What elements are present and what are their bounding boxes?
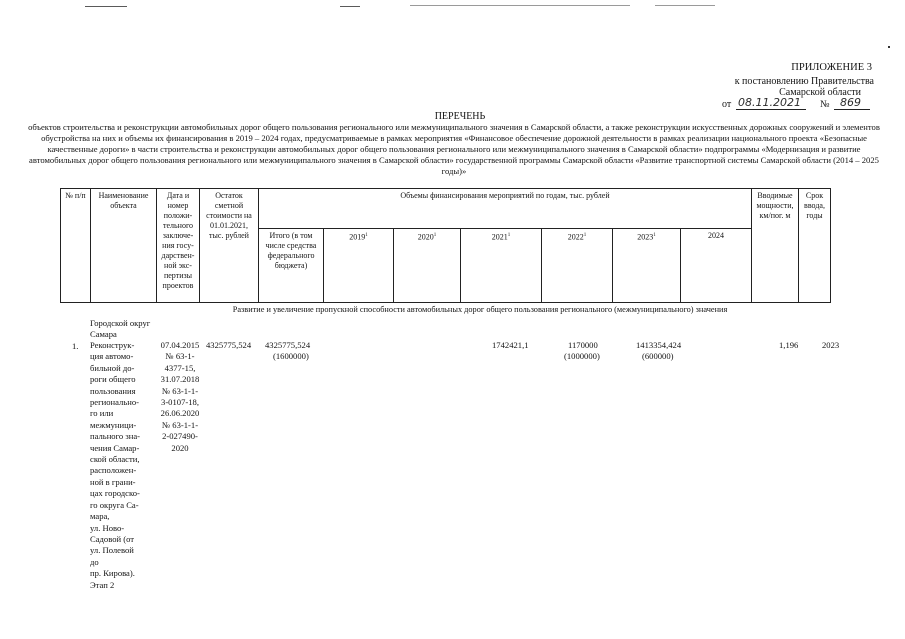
object-name-line: пользования xyxy=(90,385,136,396)
object-name-line: ной в грани- xyxy=(90,476,136,487)
expertise-line: 2-027490- xyxy=(162,431,198,442)
header-remaining-cost: Остаток сметной стоимости на 01.01.2021, тыс. рублей xyxy=(200,189,259,303)
header-year-2020: 2020$^1$ xyxy=(394,229,461,303)
scan-edge-line xyxy=(85,6,127,7)
remaining-cost-value: 4325775,524 xyxy=(206,340,252,350)
appendix-line-2: Самарской области xyxy=(779,87,861,98)
expertise-cell xyxy=(158,340,202,454)
object-name-line: регионально- xyxy=(90,397,139,408)
year-2023-value: 1413354,424 xyxy=(636,340,682,350)
object-name-line: ской области, xyxy=(90,454,140,465)
header-num: № п/п xyxy=(61,189,91,303)
year-2022-value: 1170000 xyxy=(568,340,598,350)
expertise-line: № 63-1-1- xyxy=(161,385,199,396)
scan-speck xyxy=(888,46,890,48)
header-year-2021: 2021$^1$ xyxy=(461,229,542,303)
object-name-line: чения Самар- xyxy=(90,442,140,453)
header-financing-group: Объемы финансирования мероприятий по годам, тыс. рублей xyxy=(259,189,752,229)
object-name-line: ул. Полевой xyxy=(90,545,134,556)
year-2022-federal-value: (1000000) xyxy=(564,351,600,361)
date-underline xyxy=(736,109,806,110)
object-name-line: пр. Кирова). xyxy=(90,568,135,579)
header-year-2019: 2019$^1$ xyxy=(324,229,394,303)
object-name-line: роги общего xyxy=(90,374,136,385)
section-title: Развитие и увеличение пропускной способности автомобильных дорог общего пользования регионального (межмуниципального) значения xyxy=(232,305,728,314)
header-year-2022: 2022$^1$ xyxy=(542,229,613,303)
object-name-line: до xyxy=(90,556,99,567)
object-name-line: Садовой (от xyxy=(90,533,135,544)
district-label: Городской округ Самара xyxy=(90,318,151,340)
header-year-2023: 2023$^1$ xyxy=(613,229,681,303)
scan-edge-line xyxy=(340,6,360,7)
resolution-number: 869 xyxy=(840,96,861,109)
header-total: Итого (в том числе средства федерального бюджета) xyxy=(259,229,324,303)
term-value: 2023 xyxy=(822,340,840,350)
header-expertise: Дата и номер положи-тельного заключе-ния госу-дарствен-ной экс-пертизы проектов xyxy=(157,189,200,303)
appendix-title: ПРИЛОЖЕНИЕ 3 xyxy=(791,62,872,73)
expertise-line: 31.07.2018 xyxy=(160,374,200,385)
appendix-line-1: к постановлению Правительства xyxy=(734,76,874,87)
object-name-cell xyxy=(90,340,160,591)
expertise-line: 4377-15, xyxy=(164,362,196,373)
header-term: Срок ввода, годы xyxy=(799,189,831,303)
financing-table-header xyxy=(60,188,831,303)
scan-edge-line xyxy=(655,5,715,6)
expertise-line: 26.06.2020 xyxy=(160,408,200,419)
scan-edge-line xyxy=(410,5,630,6)
object-name-line: Этап 2 xyxy=(90,579,115,590)
resolution-date-line xyxy=(722,97,872,111)
total-federal-value: (1600000) xyxy=(273,351,309,361)
expertise-line: 07.04.2015 xyxy=(160,340,200,350)
object-name-line: ция автомо- xyxy=(90,351,134,362)
object-name-line: цах городско- xyxy=(90,488,140,499)
number-underline xyxy=(834,109,870,110)
total-value: 4325775,524 xyxy=(265,340,311,350)
expertise-line: № 63-1-1- xyxy=(161,419,199,430)
object-name-line: ул. Ново- xyxy=(90,522,125,533)
object-name-line: Реконструк- xyxy=(90,340,135,350)
expertise-line: 2020 xyxy=(171,442,189,453)
date-prefix: от xyxy=(722,99,732,110)
object-name-line: пального зна- xyxy=(90,431,141,442)
year-2021-value: 1742421,1 xyxy=(492,340,529,350)
expertise-line: 3-0107-18, xyxy=(161,397,199,408)
header-capacity: Вводимые мощности, км/пог. м xyxy=(752,189,799,303)
object-name-line: го округа Са- xyxy=(90,499,139,510)
capacity-value: 1,196 xyxy=(779,340,799,350)
expertise-line: № 63-1- xyxy=(165,351,195,362)
year-2023-federal-value: (600000) xyxy=(642,351,674,361)
object-name-line: бильной до- xyxy=(90,362,135,373)
object-name-line: мара, xyxy=(90,511,110,522)
object-name-line: го или xyxy=(90,408,114,419)
resolution-date: 08.11.2021 xyxy=(738,96,801,109)
row-number: 1. xyxy=(72,341,79,351)
number-prefix: № xyxy=(820,99,830,110)
header-year-2024: 2024 xyxy=(681,229,752,303)
list-heading: ПЕРЕЧЕНЬ xyxy=(434,111,486,122)
object-name-line: расположен- xyxy=(90,465,137,476)
object-name-line: межмуници- xyxy=(90,419,137,430)
list-description: объектов строительства и реконструкции автомобильных дорог общего пользования регионального или межмуниципального значения в Самарской области, а также реконструкции искусственных дорожных сооружений и элементов обустройства на них и объемы их финансирования в 2019 – 2024 годах, предусматриваемые в рамках мероприятия «Финансовое обеспечение дорожной деятельности в рамках реализации национального проекта «Безопасные качественные дороги» в части строительства и реконструкции автомобильных дорог общего пользования регионального или межмуниципального значения в Самарской области» подпрограммы «Модернизация и развитие автомобильных дорог общего пользования регионального или межмуниципального значения в Самарской области» государственной программы Самарской области «Развитие транспортной системы Самарской области (2014 – 2025 годы)» xyxy=(28,122,880,176)
header-object-name: Наименование объекта xyxy=(91,189,157,303)
